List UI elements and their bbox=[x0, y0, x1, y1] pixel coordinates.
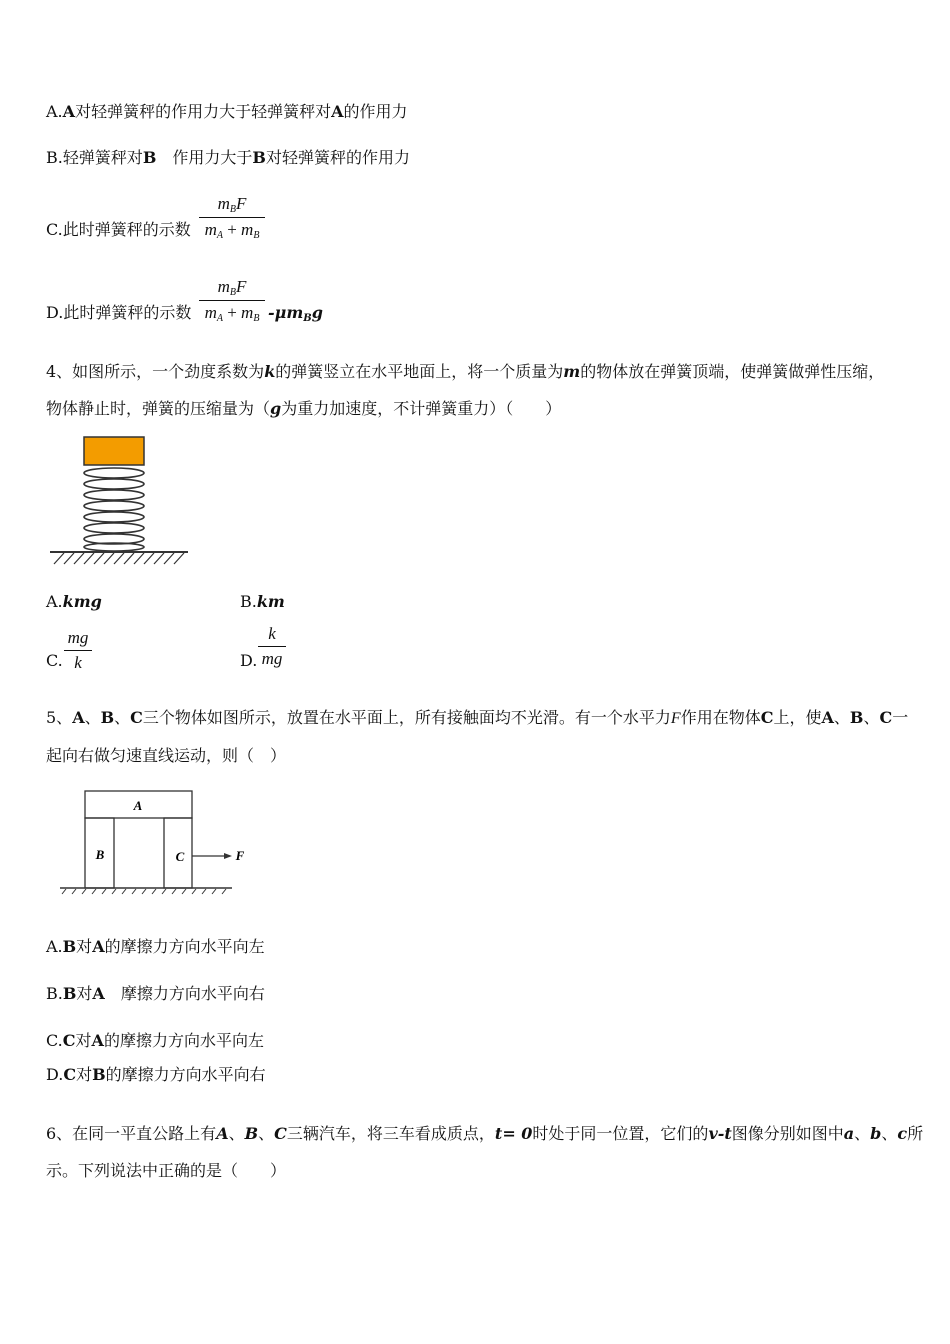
option-label: A. bbox=[46, 102, 63, 121]
label-b: B bbox=[95, 847, 105, 862]
ground-hatch bbox=[54, 553, 184, 564]
label-a: A bbox=[133, 798, 143, 813]
q6-stem-line1: 6、在同一平直公路上有A、B、C三辆汽车，将三车看成质点，t= 0时处于同一位置，它们的v-t图像分别如图中a、b、c所 bbox=[46, 1124, 924, 1143]
ground-hatch bbox=[62, 889, 226, 894]
q5-option-d[interactable]: D.C对B的摩擦力方向水平向右 bbox=[46, 1065, 266, 1084]
label-f: F bbox=[235, 848, 245, 863]
q5-stem-line2: 起向右做匀速直线运动，则（ ） bbox=[46, 746, 287, 765]
q3-d-suffix: $-\mu m_Bg$ bbox=[268, 303, 323, 324]
q5-stem-line1: 5、A、B、C三个物体如图所示，放置在水平面上，所有接触面均不光滑。有一个水平力F作用在物体C上，使A、B、C一 bbox=[46, 708, 909, 727]
spring-coils bbox=[84, 468, 144, 551]
q4-stem-line2: 物体静止时，弹簧的压缩量为（g为重力加速度，不计弹簧重力）（ ） bbox=[46, 399, 562, 418]
option-label: B. bbox=[46, 148, 63, 167]
q3-option-a[interactable]: A.A对轻弹簧秤的作用力大于轻弹簧秤对A的作用力 bbox=[46, 102, 408, 121]
q5-blocks-figure bbox=[56, 786, 256, 896]
q6-stem-line2: 示。下列说法中正确的是（ ） bbox=[46, 1161, 287, 1180]
q3-option-c[interactable]: C.此时弹簧秤的示数 bbox=[46, 220, 191, 239]
q3-c-fraction: $m_BF$ $m_A + m_B$ bbox=[199, 194, 265, 241]
force-arrowhead bbox=[224, 853, 232, 859]
q5-option-b[interactable]: B.B对A 摩擦力方向水平向右 bbox=[46, 984, 265, 1003]
q3-d-fraction: $m_BF$ $m_A + m_B$ bbox=[199, 277, 265, 324]
q4-option-a[interactable]: A.kmg bbox=[46, 592, 102, 611]
q5-option-a[interactable]: A.B对A的摩擦力方向水平向左 bbox=[46, 937, 265, 956]
q4-spring-figure bbox=[46, 432, 196, 572]
q4-option-d[interactable]: D. bbox=[240, 651, 258, 670]
q4-option-c[interactable]: C. bbox=[46, 651, 63, 670]
q4-stem-line1: 4、如图所示，一个劲度系数为k的弹簧竖立在水平地面上，将一个质量为m的物体放在弹簧顶端，使弹簧做弹性压缩， bbox=[46, 362, 885, 381]
option-label: C. bbox=[46, 220, 63, 239]
q4-d-fraction: $\frac{k}{mg}$ bbox=[258, 624, 286, 669]
q3-option-d[interactable]: D.此时弹簧秤的示数 bbox=[46, 303, 192, 322]
q3-option-b[interactable]: B.轻弹簧秤对B 作用力大于B对轻弹簧秤的作用力 bbox=[46, 148, 410, 167]
q5-option-c[interactable]: C.C对A的摩擦力方向水平向左 bbox=[46, 1031, 264, 1050]
mass-block bbox=[84, 437, 144, 465]
q4-option-b[interactable]: B.km bbox=[240, 592, 285, 611]
label-c: C bbox=[175, 849, 185, 864]
option-label: D. bbox=[46, 303, 64, 322]
q4-c-fraction: $\frac{mg}{k}$ bbox=[64, 628, 92, 673]
